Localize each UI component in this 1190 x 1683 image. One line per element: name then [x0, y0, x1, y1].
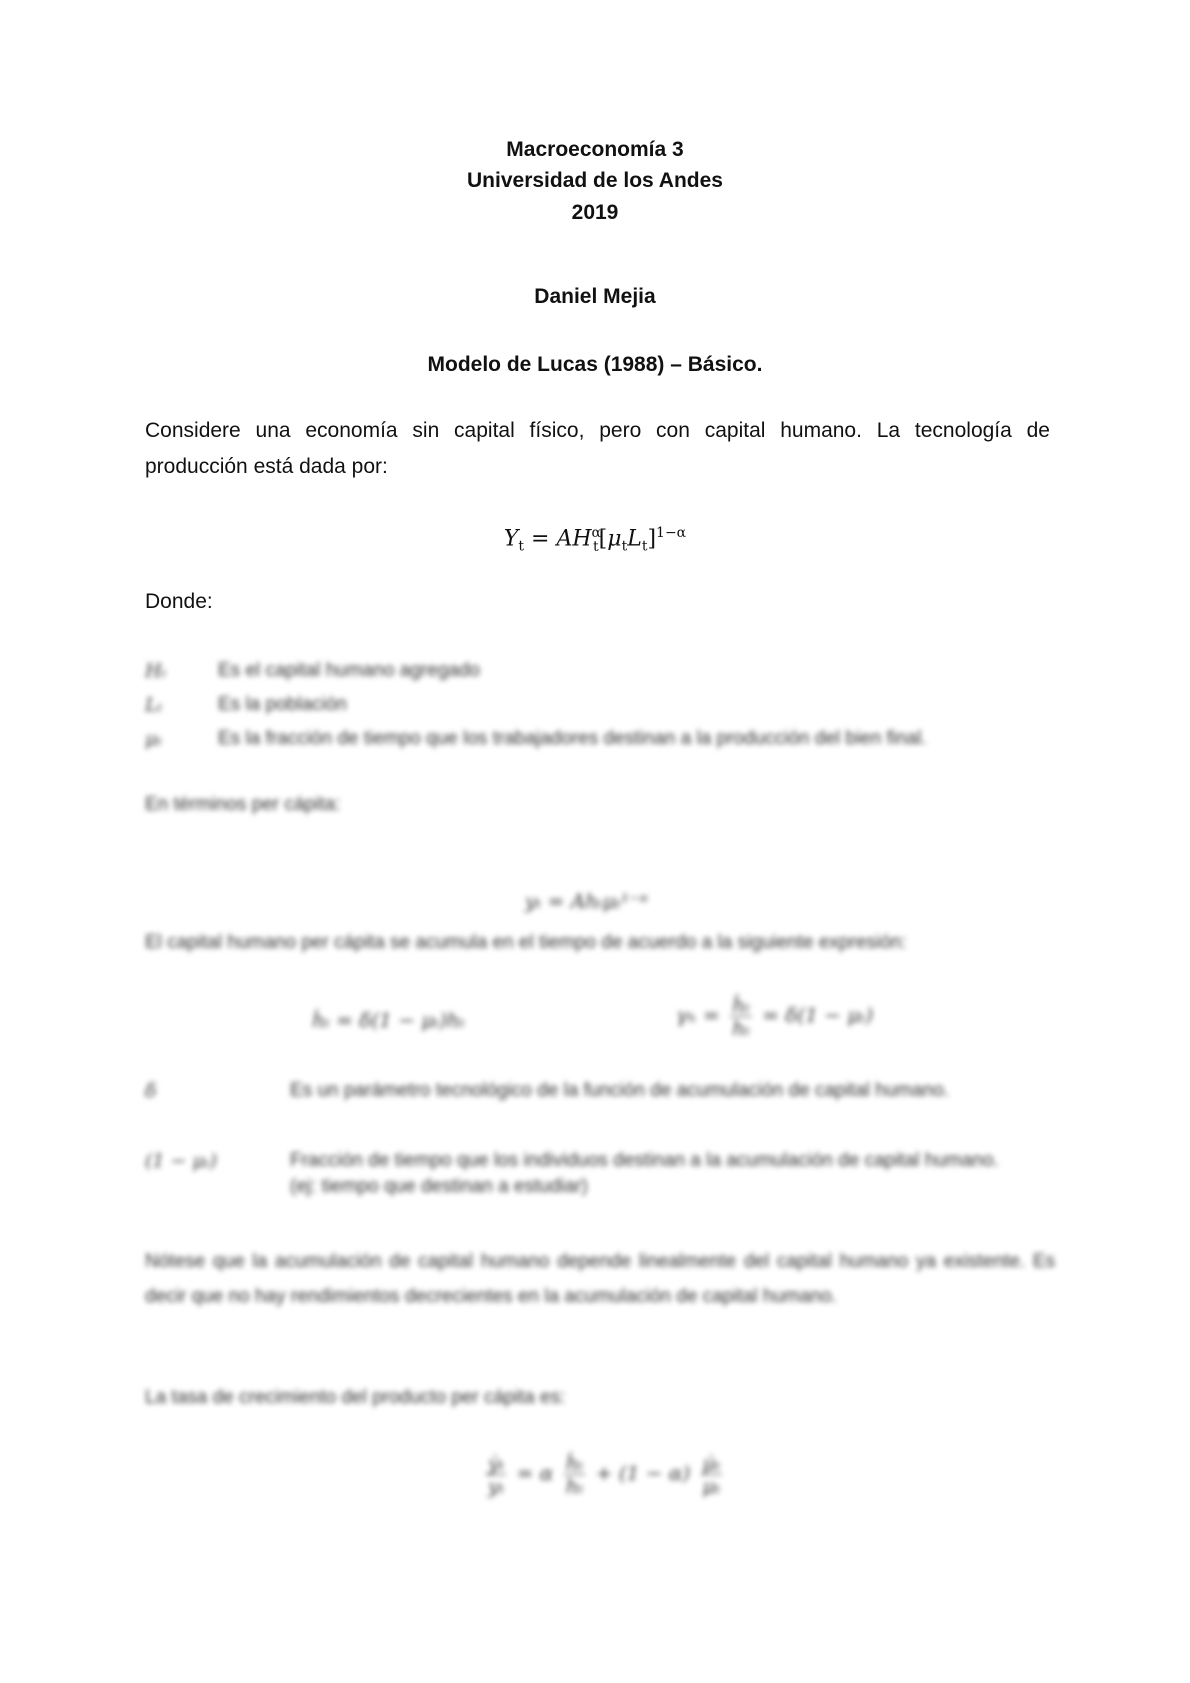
formula-mu: μ [607, 526, 622, 552]
def-text-h: Es el capital humano agregado [218, 660, 480, 681]
h-fraction-num: ḣₜ [732, 993, 750, 1017]
param-symbol-delta: δ [145, 1080, 157, 1102]
formula-l: L [627, 526, 642, 552]
donde-label: Donde: [145, 590, 213, 613]
hh-fraction-num: ḣₜ [565, 1451, 584, 1475]
year: 2019 [571, 201, 619, 224]
growth-tail: + (1 − α) [595, 1461, 691, 1485]
formula-ah: AH [556, 526, 592, 552]
def-symbol-l: Lₜ [145, 694, 163, 716]
formula-alpha: α [591, 525, 602, 541]
note-paragraph: Nótese que la acumulación de capital humano depende linealmente del capital humano ya existente. Es decir que no hay rendimientos decrecientes en la acumulación de capital humano. [145, 1251, 1055, 1307]
accumulation-formula-left: ḣₜ = δ(1 − μₜ)hₜ [312, 1008, 465, 1032]
h-fraction-den: hₜ [732, 1016, 750, 1040]
def-symbol-h: Hₜ [145, 660, 167, 682]
formula-mu-sub: t [621, 538, 628, 555]
intro-paragraph: Considere una economía sin capital físico, pero con capital humano. La tecnología de producción está dada por: [145, 419, 1050, 478]
y-fraction [486, 1452, 506, 1497]
accumulation-text: El capital humano per cápita se acumula en el tiempo de acuerdo a la siguiente expresión: [145, 932, 907, 953]
hh-fraction-den: hₜ [565, 1474, 584, 1498]
per-capita-label: En términos per cápita: [145, 794, 341, 815]
growth-text: La tasa de crecimiento del producto per cápita es: [145, 1387, 566, 1408]
growth-h-rhs: = δ(1 − μₜ) [762, 1003, 874, 1027]
hh-fraction [564, 1452, 586, 1497]
h-fraction [730, 994, 752, 1039]
document-title: Modelo de Lucas (1988) – Básico. [427, 353, 763, 376]
growth-mid: = α [516, 1461, 554, 1485]
per-capita-formula: yₜ = Ahₜμₜ¹⁻ᵅ [525, 889, 648, 913]
y-fraction-num: ẏₜ [488, 1451, 505, 1475]
formula-l-sub: t [641, 538, 648, 555]
mu-fraction-den: μₜ [702, 1474, 721, 1498]
formula-y-sub: t [518, 538, 525, 555]
formula-y: Y [503, 526, 519, 552]
course-title: Macroeconomía 3 [506, 138, 684, 161]
author-name: Daniel Mejia [534, 285, 656, 308]
def-text-l: Es la población [218, 694, 347, 715]
y-fraction-den: yₜ [488, 1474, 505, 1498]
university-name: Universidad de los Andes [467, 169, 723, 192]
def-text-mu: Es la fracción de tiempo que los trabajadores destinan a la producción del bien final. [218, 728, 927, 749]
mu-fraction-num: μ̇ₜ [702, 1451, 721, 1475]
accumulation-formula-right [676, 994, 873, 1039]
formula-exponent: 1−α [656, 525, 687, 541]
growth-h-label: γₕ = [676, 1003, 720, 1027]
growth-formula [482, 1452, 726, 1497]
formula-h-sub: t [593, 538, 599, 555]
def-symbol-mu: μₜ [145, 728, 163, 750]
production-formula: $Y_t = AH^\alpha_t[\mu_tL_t]^{1-\alpha}$ [503, 525, 687, 555]
param-text-delta: Es un parámetro tecnológico de la función de acumulación de capital humano. [290, 1080, 950, 1101]
param-text-mu: Fracción de tiempo que los individuos destinan a la acumulación de capital humano. (ej: tiempo que destinan a estudiar) [290, 1150, 999, 1197]
param-symbol-mu: (1 − μₜ) [145, 1150, 217, 1172]
mu-fraction [701, 1452, 723, 1497]
